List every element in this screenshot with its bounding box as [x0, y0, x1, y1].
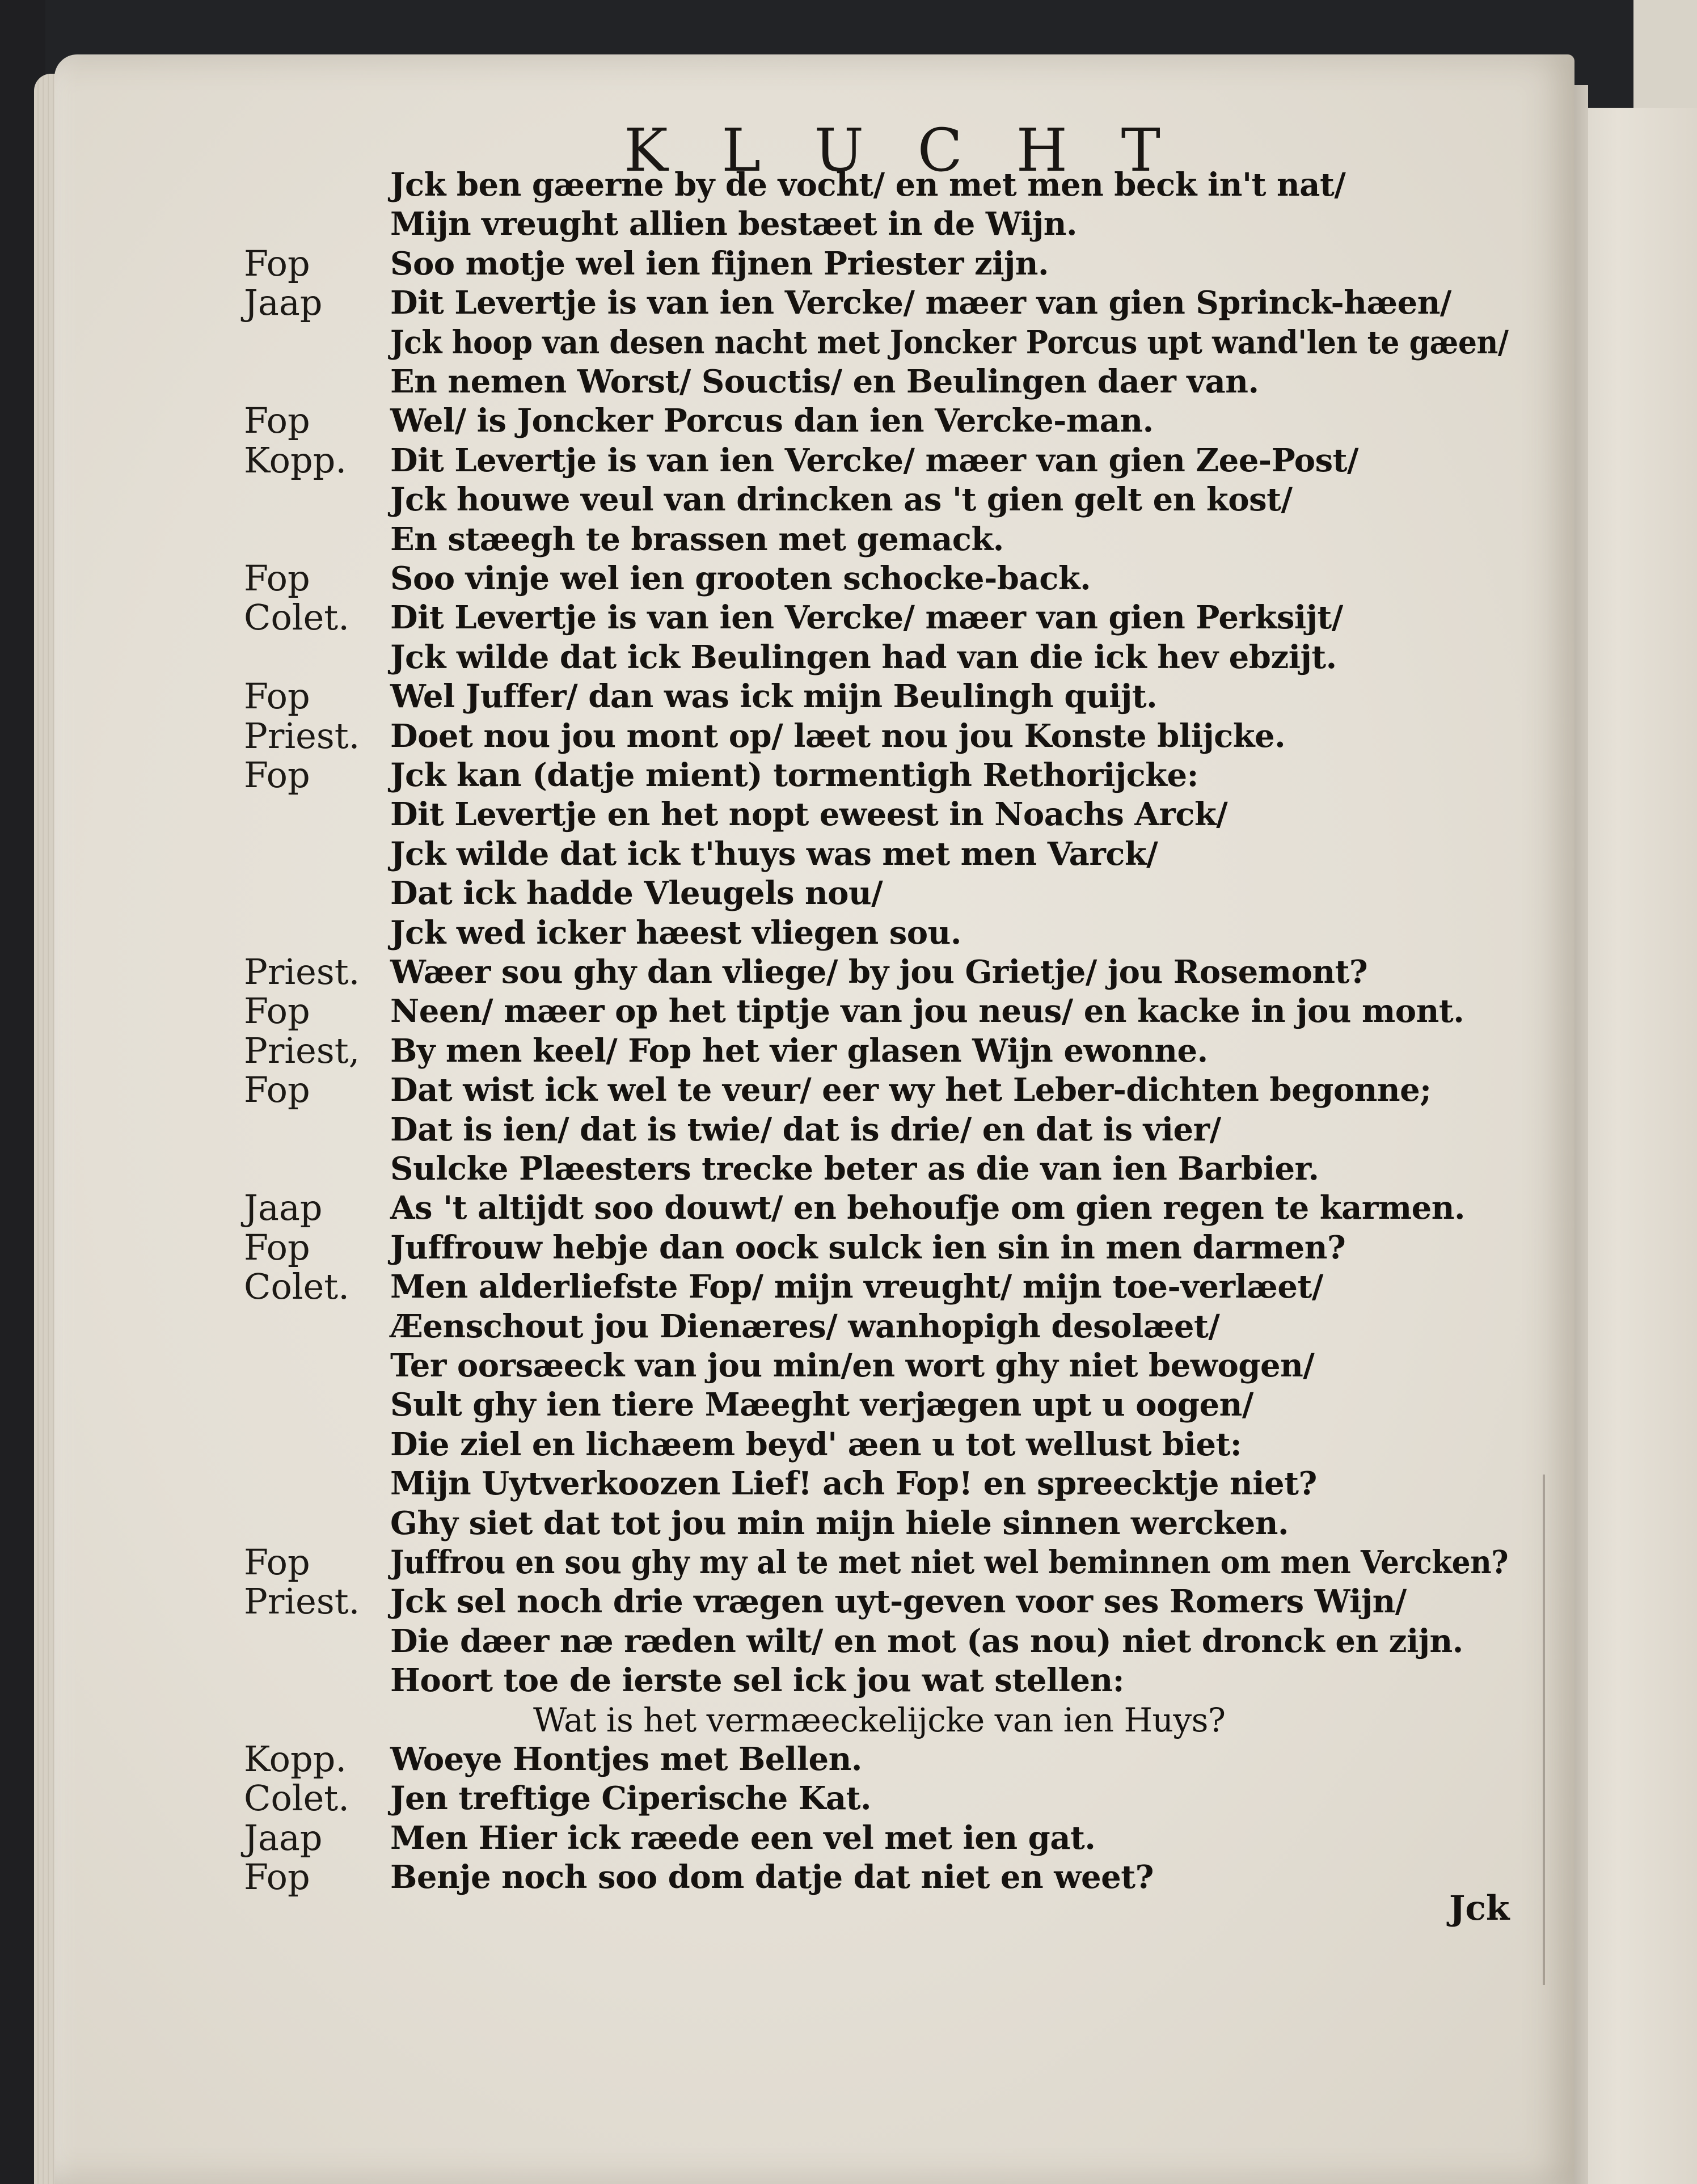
line-text: Sult ghy ien tiere Mæeght verjægen upt u oogen/ [390, 1386, 1253, 1423]
dialogue-line [0, 676, 1697, 717]
line-text: Jck wilde dat ick t'huys was met men Varck/ [390, 835, 1158, 873]
dialogue-line [0, 1227, 1697, 1268]
line-text: Dat is ien/ dat is twie/ dat is drie/ en dat is vier/ [390, 1111, 1221, 1148]
dialogue-line [0, 794, 1697, 835]
dialogue-line [0, 1818, 1697, 1858]
dialogue-line [0, 1306, 1697, 1347]
line-text: Jck houwe veul van drincken as 't gien gelt en kost/ [390, 481, 1293, 518]
dialogue-line [0, 991, 1697, 1032]
line-text: Wel/ is Joncker Porcus dan ien Vercke-man. [390, 402, 1154, 440]
dialogue-line [0, 1463, 1697, 1504]
speaker-name: Priest, [244, 1030, 360, 1071]
dialogue-line [0, 282, 1697, 323]
line-text: Juffrouw hebje dan oock sulck ien sin in men darmen? [390, 1229, 1346, 1266]
dialogue-line [0, 1857, 1697, 1898]
line-text: Dit Levertje is van ien Vercke/ mæer van gien Sprinck-hæen/ [390, 284, 1451, 322]
line-text: Dit Levertje en het nopt eweest in Noachs Arck/ [390, 796, 1228, 833]
speaker-name: Fop [244, 754, 310, 796]
dialogue-line [0, 322, 1697, 363]
dialogue-line [0, 1030, 1697, 1071]
dialogue-line [0, 1542, 1697, 1583]
line-text: Benje noch soo dom datje dat niet en weet? [390, 1858, 1154, 1896]
dialogue-line [0, 1581, 1697, 1622]
header-letter: T [1121, 116, 1163, 185]
line-text: Die ziel en lichæem beyd' æen u tot wellust biet: [390, 1426, 1242, 1463]
speaker-name: Jaap [244, 1817, 323, 1858]
dialogue-line [0, 755, 1697, 796]
dialogue-line [0, 558, 1697, 599]
line-text: Jck wilde dat ick Beulingen had van die ick hev ebzijt. [390, 639, 1337, 676]
speaker-name: Fop [244, 1856, 310, 1898]
line-text: Soo vinje wel ien grooten schocke-back. [390, 560, 1091, 597]
dialogue-line [0, 400, 1697, 441]
line-text: Men Hier ick ræede een vel met ien gat. [390, 1819, 1096, 1857]
line-text: Ter oorsæeck van jou min/en wort ghy niet bewogen/ [390, 1347, 1315, 1384]
speaker-name: Priest. [244, 1581, 360, 1622]
dialogue-line [0, 204, 1697, 244]
line-text: Ghy siet dat tot jou min mijn hiele sinnen wercken. [390, 1505, 1289, 1542]
dialogue-line [0, 1621, 1697, 1662]
header-letter: C [917, 116, 965, 185]
line-text: En nemen Worst/ Souctis/ en Beulingen daer van. [390, 363, 1259, 400]
speaker-name: Fop [244, 243, 310, 284]
dialogue-line [0, 1188, 1697, 1228]
speaker-name: Kopp. [244, 1738, 347, 1780]
dialogue-line [0, 479, 1697, 520]
dialogue-line [0, 1503, 1697, 1544]
dialogue-line [0, 1778, 1697, 1819]
dialogue-line [0, 1070, 1697, 1110]
line-text: As 't altijdt soo douwt/ en behoufje om gien regen te karmen. [390, 1189, 1465, 1227]
line-text: En stæegh te brassen met gemack. [390, 521, 1004, 558]
dialogue-line [0, 1384, 1697, 1425]
line-text: Jck kan (datje mient) tormentigh Rethorijcke: [390, 757, 1198, 794]
dialogue-line [0, 834, 1697, 875]
speaker-name: Priest. [244, 715, 360, 757]
speaker-name: Colet. [244, 1266, 349, 1307]
line-text: Woeye Hontjes met Bellen. [390, 1741, 862, 1778]
line-text: Neen/ mæer op het tiptje van jou neus/ en kacke in jou mont. [390, 992, 1464, 1030]
line-text: Jck ben gæerne by de vocht/ en met men beck in't nat/ [390, 166, 1346, 204]
dialogue-line [0, 1345, 1697, 1386]
speaker-name: Fop [244, 557, 310, 599]
speaker-name: Kopp. [244, 440, 347, 481]
line-text: Jck hoop van desen nacht met Joncker Porcus upt wand'len te gæen/ [390, 324, 1509, 361]
speaker-name: Fop [244, 990, 310, 1032]
line-text: Die dæer næ ræden wilt/ en mot (as nou) niet dronck en zijn. [390, 1623, 1463, 1660]
line-text: Jen treftige Ciperische Kat. [390, 1780, 872, 1817]
header-letter: H [1016, 116, 1070, 185]
speaker-name: Fop [244, 1069, 310, 1110]
line-text: By men keel/ Fop het vier glasen Wijn ewonne. [390, 1032, 1208, 1070]
dialogue-line [0, 1424, 1697, 1465]
line-text: Doet nou jou mont op/ læet nou jou Konste blijcke. [390, 717, 1286, 755]
header-letter: L [721, 116, 763, 185]
speaker-name: Fop [244, 1541, 310, 1583]
dialogue-line [0, 440, 1697, 481]
dialogue-line [0, 361, 1697, 402]
line-text: Æenschout jou Dienæres/ wanhopigh desolæet/ [390, 1308, 1220, 1345]
line-text: Jck wed icker hæest vliegen sou. [390, 914, 961, 952]
speaker-name: Fop [244, 1227, 310, 1268]
header-letter: K [624, 116, 670, 185]
line-text: Wat is het vermæeckelijcke van ien Huys? [533, 1701, 1226, 1739]
dialogue-line [0, 637, 1697, 678]
line-text: Dat wist ick wel te veur/ eer wy het Leber-dichten begonne; [390, 1071, 1432, 1109]
speaker-name: Colet. [244, 1777, 349, 1819]
line-text: Men alderliefste Fop/ mijn vreught/ mijn toe-verlæet/ [390, 1268, 1323, 1306]
dialogue-line [0, 1739, 1697, 1780]
speaker-name: Priest. [244, 951, 360, 992]
line-text: Mijn Uytverkoozen Lief! ach Fop! en spreecktje niet? [390, 1465, 1317, 1502]
speaker-name: Fop [244, 675, 310, 717]
line-text: Sulcke Plæesters trecke beter as die van ien Barbier. [390, 1150, 1319, 1188]
dialogue-line [0, 243, 1697, 284]
dialogue-line [0, 913, 1697, 953]
dialogue-line [0, 952, 1697, 992]
dialogue-line [0, 519, 1697, 560]
line-text: Jck sel noch drie vrægen uyt-geven voor ses Romers Wijn/ [390, 1583, 1407, 1620]
dialogue-line [0, 873, 1697, 914]
line-text: Mijn vreught allien bestæet in de Wijn. [390, 205, 1077, 243]
dialogue-line [0, 1109, 1697, 1150]
line-text: Dit Levertje is van ien Vercke/ mæer van gien Zee-Post/ [390, 442, 1358, 479]
dialogue-line [0, 164, 1697, 205]
line-text: Wæer sou ghy dan vliege/ by jou Grietje/ jou Rosemont? [390, 953, 1368, 991]
speaker-name: Jaap [244, 282, 323, 323]
dialogue-line [0, 1700, 1697, 1741]
line-text: Dat ick hadde Vleugels nou/ [390, 875, 883, 912]
dialogue-line [0, 1266, 1697, 1307]
speaker-name: Colet. [244, 597, 349, 638]
dialogue-line [0, 1148, 1697, 1189]
line-text: Soo motje wel ien fijnen Priester zijn. [390, 245, 1049, 282]
dialogue-line [0, 597, 1697, 638]
speaker-name: Fop [244, 400, 310, 441]
line-text: Wel Juffer/ dan was ick mijn Beulingh quijt. [390, 678, 1158, 715]
line-text: Hoort toe de ierste sel ick jou wat stellen: [390, 1662, 1124, 1699]
catchword: Jck [1449, 1889, 1510, 1928]
speaker-name: Jaap [244, 1187, 323, 1228]
header-letter: U [814, 116, 867, 185]
line-text: Juffrou en sou ghy my al te met niet wel beminnen om men Vercken? [390, 1544, 1509, 1581]
dialogue-line [0, 716, 1697, 757]
dialogue-line [0, 1660, 1697, 1701]
line-text: Dit Levertje is van ien Vercke/ mæer van gien Perksijt/ [390, 599, 1343, 636]
